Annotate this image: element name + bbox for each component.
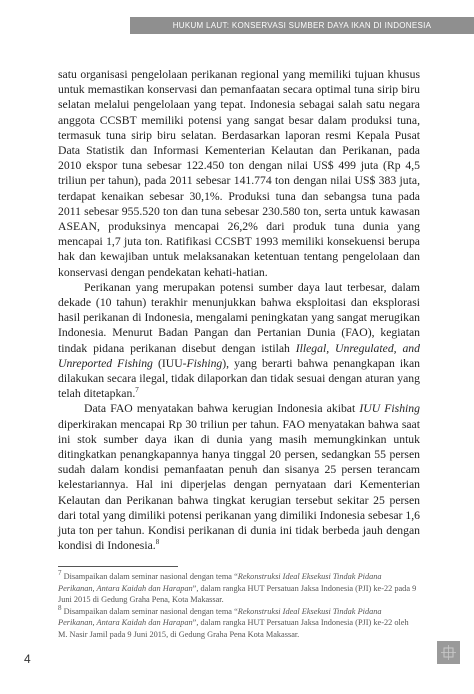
footnote-7-text-a: Disampaikan dalam seminar nasional dengan tema “ (61, 572, 238, 581)
paragraph-3-text-b: diperkirakan mencapai Rp 30 triliun per tahun. FAO menyatakan bahwa saat ini stok sumber daya ikan di dunia yang masih memungkinkan untuk ditingkatkan penangkapannya hanya tinggal 20 persen, sedangkan 55 persen sudah dalam kondisi pemanfaatan penuh dan sisanya 25 persen terancam kelestariannya. Hal ini diperjelas dengan pernyataan dari Kementerian Kelautan dan Perikanan bahwa tingkat kerugian tersebut sekitar 25 persen dari total yang dimiliki potensi perikanan yang dimiliki Indonesia sebesar 1,6 juta ton per tahun. Kondisi perikanan di dunia ini tidak berbeda jauh dengan kondisi di Indonesia. (58, 417, 420, 553)
footnotes (58, 571, 420, 641)
paragraph-1: satu organisasi pengelolaan perikanan regional yang memiliki tujuan khusus untuk memastikan konservasi dan pemanfaatan secara optimal tuna sirip biru selatan melalui pengelolaan yang tepat. Indonesia sebagai salah satu negara anggota CCSBT memiliki potensi yang sangat besar dalam produksi tuna, termasuk tuna sirip biru selatan. Berdasarkan laporan resmi Kepala Pusat Data Statistik dan Informasi Kementerian Kelautan dan Perikanan, pada 2010 ekspor tuna sebesar 122.450 ton dengan nilai US$ 499 juta (Rp 4,5 triliun per tahun), pada 2011 sebesar 141.774 ton dengan nilai US$ 383 juta, terdapat kenaikan sebesar 30,1%. Produksi tuna dan sebangsa tuna pada 2011 sebesar 955.520 ton dan tuna sebesar 230.580 ton, serta untuk kawasan ASEAN, produksinya mencapai 26,2% dari produk tuna dunia yang mencapai 1,7 juta ton. Ratifikasi CCSBT 1993 memiliki konsekuensi berupa hak dan kewajiban untuk melaksanakan ketentuan tentang pengelolaan dan konservasi dengan pendekatan kehati-hatian. (58, 68, 420, 279)
footnote-7-italic: Rekonstruksi Ideal Eksekusi Tindak Pidana Perikanan, Antara Kaidah dan Harapan (58, 572, 382, 593)
footnote-7 (58, 571, 420, 606)
paragraph-3-text-a: Data FAO menyatakan bahwa kerugian Indonesia akibat (84, 402, 360, 416)
footnote-7-mark: 7 (58, 569, 62, 578)
paragraph-2-text-c: ), yang berarti bahwa penangkapan ikan dilakukan secara ilegal, tidak dilaporkan dan tidak sesuai dengan aturan yang telah ditetapkan. (58, 356, 420, 401)
footnote-8 (58, 606, 420, 641)
footnote-ref-8[interactable]: 8 (155, 538, 160, 547)
paragraph-3-italic-term: IUU Fishing (359, 402, 420, 416)
footnote-8-mark: 8 (58, 604, 62, 613)
running-title: HUKUM LAUT: KONSERVASI SUMBER DAYA IKAN DI INDONESIA (172, 21, 432, 30)
footnote-8-text-a: Disampaikan dalam seminar nasional dengan tema “ (61, 606, 238, 616)
paragraph-2-text-b: (IUU- (152, 356, 187, 370)
footnote-divider (58, 566, 178, 567)
footnote-ref-7[interactable]: 7 (135, 386, 139, 395)
paragraph-2-text-a: Perikanan yang merupakan potensi sumber daya laut terbesar, dalam dekade (10 tahun) terakhir menunjukkan bahwa eksploitasi dan eksplorasi hasil perikanan di Indonesia, mengalami peningkatan yang sangat merugikan Indonesia. Menurut Badan Pangan dan Pertanian Dunia (FAO), kegiatan tindak pidana perikanan disebut dengan istilah (58, 280, 420, 355)
paragraph-2 (58, 280, 420, 402)
corner-mark-glyph (437, 641, 460, 664)
body-text (58, 67, 420, 554)
header-band (130, 17, 474, 34)
running-header (0, 0, 474, 47)
footnote-7-text-b: ”, dalam rangka HUT Persatuan Jaksa Indonesia (PJI) ke-22 pada 9 Juni 2015 di Gedung Graha Pena, Kota Makassar. (58, 583, 417, 605)
footnote-8-text-b: ”, dalam rangka HUT Persatuan Jaksa Indonesia (PJI) ke-22 oleh M. Nasir Jamil pada 9 Juni 2015, di Gedung Graha Pena Kota Makassar. (58, 618, 409, 639)
paragraph-3 (58, 401, 420, 553)
footnote-8-italic: Rekonstruksi Ideal Eksekusi Tindak Pidana Perikanan, Antara Kaidah dan Harapan (58, 606, 382, 628)
corner-mark-icon (437, 641, 460, 664)
page-number: 4 (24, 652, 31, 666)
paragraph-2-italic-term: Illegal, Unregulated, and Unreported Fishing (58, 341, 420, 370)
paragraph-2-italic-fishing: Fishing (186, 356, 223, 370)
